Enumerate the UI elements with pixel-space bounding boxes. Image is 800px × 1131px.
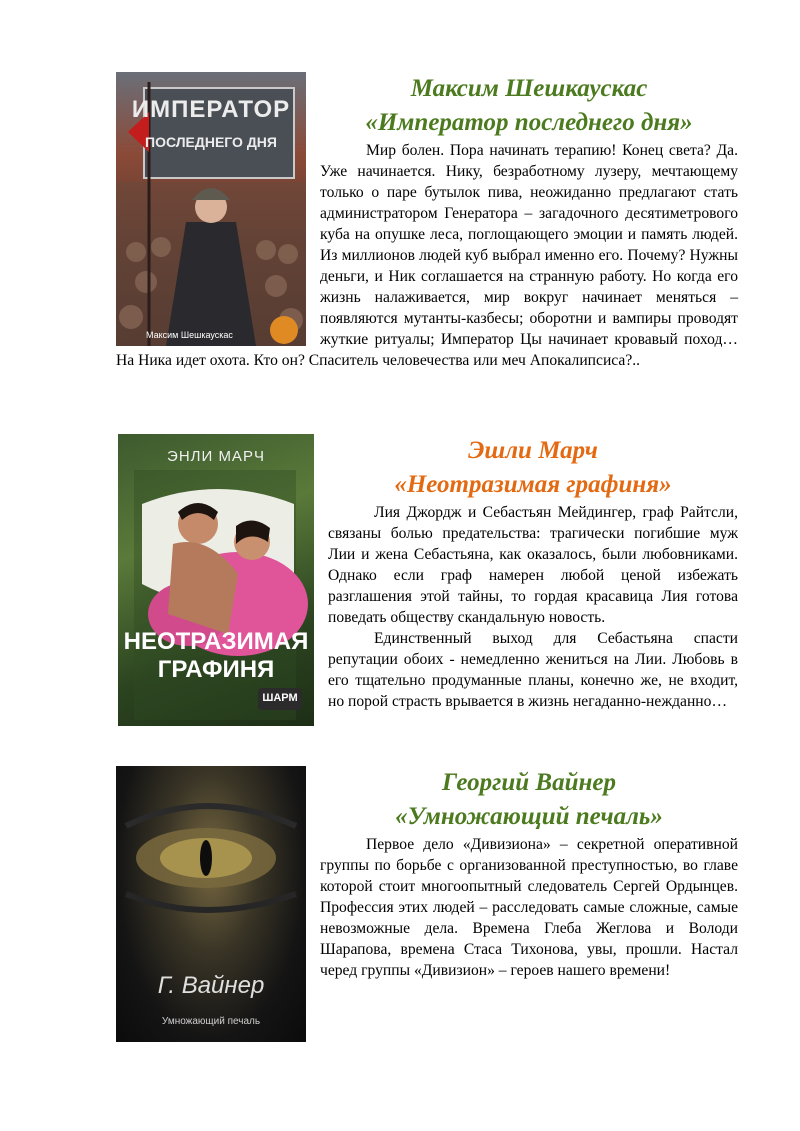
cover-title: Умножающий печаль <box>161 1016 261 1027</box>
book-cover-image <box>116 72 306 346</box>
cover-title: ИМПЕРАТОР <box>131 96 291 123</box>
cover-series-badge: ШАРМ <box>262 692 298 704</box>
book-cover-image <box>116 766 306 1042</box>
book-title: «Неотразимая графиня» <box>394 471 672 498</box>
cover-author: ЭНЛИ МАРЧ <box>167 448 265 465</box>
description-paragraph: Лия Джордж и Себастьян Мейдингер, граф Райтсли, связаны болью предательства: трагически погибшие муж Лии и жена Себастьяна, как оказалось, были любовниками. Однако если граф намерен любой ценой избежать разглашения этой тайны, то гордая красавица Лия готова поведать обществу скандальную новость. <box>328 504 738 626</box>
book-entry <box>0 766 800 1042</box>
book-entry <box>0 434 800 726</box>
description-paragraph: Единственный выход для Себастьяна спасти репутации обоих - немедленно жениться на Лии. Любовь в его тщательно продуманные планы, конечно же, не входит, но порой страсть врывается в жизнь негаданно-нежданно… <box>328 630 738 710</box>
book-author: Максим Шешкаускас <box>410 75 648 102</box>
cover-subtitle: ПОСЛЕДНЕГО ДНЯ <box>145 134 277 150</box>
book-cover-image <box>118 434 314 726</box>
cover-author: Г. Вайнер <box>157 972 265 999</box>
description-paragraph: Мир болен. Пора начинать терапию! Конец света? Да. Уже начинается. Нику, безработному лузеру, мечтающему только о паре бутылок пива, неожиданно предлагают стать администратором Генератора – загадочного десятиметрового куба на опушке леса, поглощающего эмоции и память людей. Из миллионов людей куб выбрал именно его. Почему? Нужны деньги, и Ник соглашается на странную работу. Но когда его жизнь налаживается, мир вокруг начинает меняться – появляются мутанты-казбесы; оборотни и вампиры проводят жуткие ритуалы; Император Цы начинает кровавый поход… На Ника идет охота. Кто он? Спаситель человечества или меч Апокалипсиса?.. <box>116 142 738 369</box>
description-paragraph: Первое дело «Дивизиона» – секретной оперативной группы по борьбе с организованной преступностью, во главе которой стоит многоопытный следователь Сергей Ордынцев. Профессия этих людей – расследовать самые сложные, самые невозможные дела. Времена Глеба Жеглова и Володи Шарапова, времена Стаса Тихонова, увы, прошли. Настал черед группы «Дивизион» – героев нашего времени! <box>320 836 738 979</box>
cover-illustration <box>116 766 306 1042</box>
book-author: Эшли Марч <box>468 437 598 464</box>
book-author: Георгий Вайнер <box>442 769 616 796</box>
cover-title-line2: ГРАФИНЯ <box>157 656 275 683</box>
cover-title-line1: НЕОТРАЗИМАЯ <box>123 628 309 655</box>
book-title: «Император последнего дня» <box>365 109 693 136</box>
book-title: «Умножающий печаль» <box>395 803 663 830</box>
book-entry <box>0 72 800 371</box>
cover-author: Максим Шешкаускас <box>146 330 233 340</box>
